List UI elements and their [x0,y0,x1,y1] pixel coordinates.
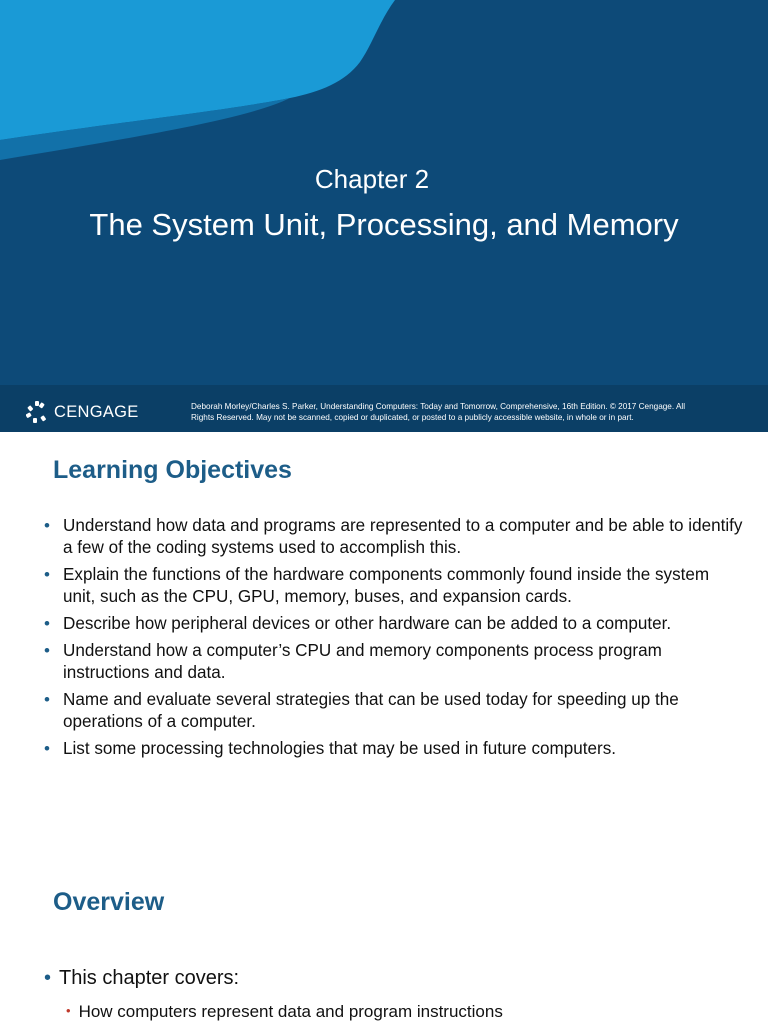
sub-bullet-marker: • [66,1003,71,1018]
cengage-logo-icon [26,400,48,424]
objective-item: • Explain the functions of the hardware components commonly found inside the system unit, such as the CPU, GPU, memory, buses, and expansion cards. [44,564,744,608]
objective-item: • Name and evaluate several strategies that can be used today for speeding up the operations of a computer. [44,689,744,733]
objective-item: • List some processing technologies that may be used in future computers. [44,738,744,760]
objective-item: • Describe how peripheral devices or other hardware can be added to a computer. [44,613,744,635]
objectives-list [44,515,744,765]
objectives-heading: Learning Objectives [53,456,292,484]
copyright-line-2: Rights Reserved. May not be scanned, copied or duplicated, or posted to a publicly accessible website, in whole or in part. [191,413,634,422]
chapter-label: Chapter 2 [314,164,430,194]
overview-sub-bullet-text: How computers represent data and program instructions [78,1002,503,1021]
copyright-line-1: Deborah Morley/Charles S. Parker, Understanding Computers: Today and Tomorrow, Comprehensive, 16th Edition. © 2017 Cengage. All [191,402,686,411]
objective-item: • Understand how a computer’s CPU and memory components process program instructions and data. [44,640,744,684]
bullet-marker: • [44,967,52,989]
title-slide [0,0,768,432]
chapter-title: The System Unit, Processing, and Memory [89,207,679,242]
overview-bullet [44,966,239,990]
overview-bullet-text: This chapter covers: [59,967,240,989]
overview-slide [0,816,768,1024]
overview-heading: Overview [53,888,165,916]
learning-objectives-slide [0,432,768,816]
overview-sub-bullet [66,1000,503,1023]
cengage-logo-text: CENGAGE [54,402,139,421]
header-wave-graphic [0,0,768,190]
objective-item: • Understand how data and programs are represented to a computer and be able to identify a few of the coding systems used to accomplish this. [44,515,744,559]
cengage-logo [26,400,139,424]
copyright-notice [191,401,685,423]
